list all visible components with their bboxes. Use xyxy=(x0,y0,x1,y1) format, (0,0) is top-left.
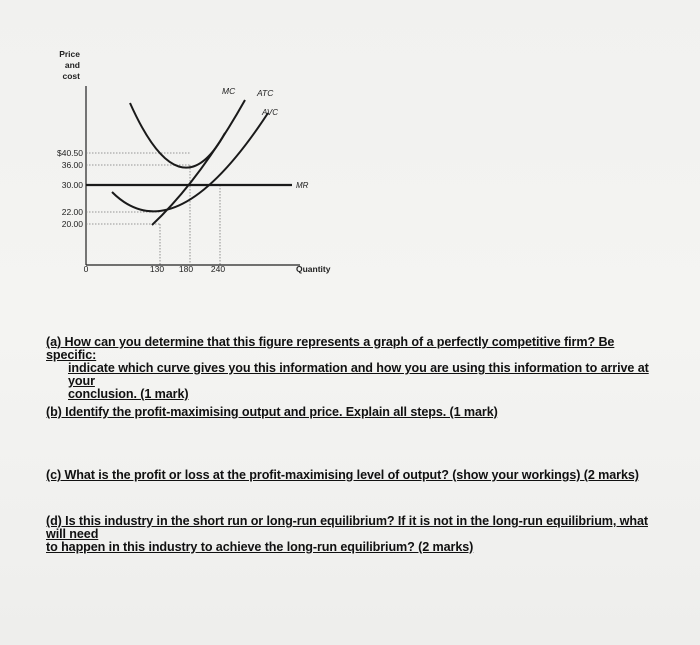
question-b xyxy=(46,406,656,419)
question-d-line1: (d) Is this industry in the short run or long-run equilibrium? If it is not in the long-run equilibrium, what will need xyxy=(46,514,648,541)
atc-curve xyxy=(130,103,225,168)
y-tick-20-00: 20.00 xyxy=(61,219,83,229)
y-axis-title-line3: cost xyxy=(62,71,80,81)
question-c-text: (c) What is the profit or loss at the profit-maximising level of output? (show your workings) (2 marks) xyxy=(46,468,639,482)
question-c xyxy=(46,469,656,482)
avc-label: AVC xyxy=(262,108,279,117)
origin-label: 0 xyxy=(83,264,89,274)
x-axis-title: Quantity xyxy=(296,264,331,274)
x-tick-180: 180 xyxy=(178,264,194,274)
y-tick-30-00: 30.00 xyxy=(61,180,83,190)
cost-curves-graph xyxy=(0,0,700,300)
y-axis-title-line2: and xyxy=(64,60,80,70)
avc-curve xyxy=(112,113,268,211)
y-axis-title-line1: Price xyxy=(59,49,80,59)
question-d-line2: to happen in this industry to achieve the long-run equilibrium? (2 marks) xyxy=(46,540,474,554)
atc-label: ATC xyxy=(257,88,274,98)
y-tick-40-50: $40.50 xyxy=(57,148,83,158)
mc-label: MC xyxy=(222,86,236,96)
question-a-line1: (a) How can you determine that this figure represents a graph of a perfectly competitive firm? Be specific: xyxy=(46,335,615,362)
question-a-line3: conclusion. (1 mark) xyxy=(68,387,189,401)
question-b-text: (b) Identify the profit-maximising output and price. Explain all steps. (1 mark) xyxy=(46,405,498,419)
mr-label: MR xyxy=(296,181,309,190)
x-tick-240: 240 xyxy=(210,264,226,274)
y-tick-36-00: 36.00 xyxy=(61,160,83,170)
question-d xyxy=(46,515,671,554)
question-a-line2: indicate which curve gives you this information and how you are using this information to arrive at your xyxy=(68,361,649,388)
x-tick-130: 130 xyxy=(149,264,165,274)
y-tick-22-00: 22.00 xyxy=(61,207,83,217)
question-a xyxy=(46,336,656,401)
